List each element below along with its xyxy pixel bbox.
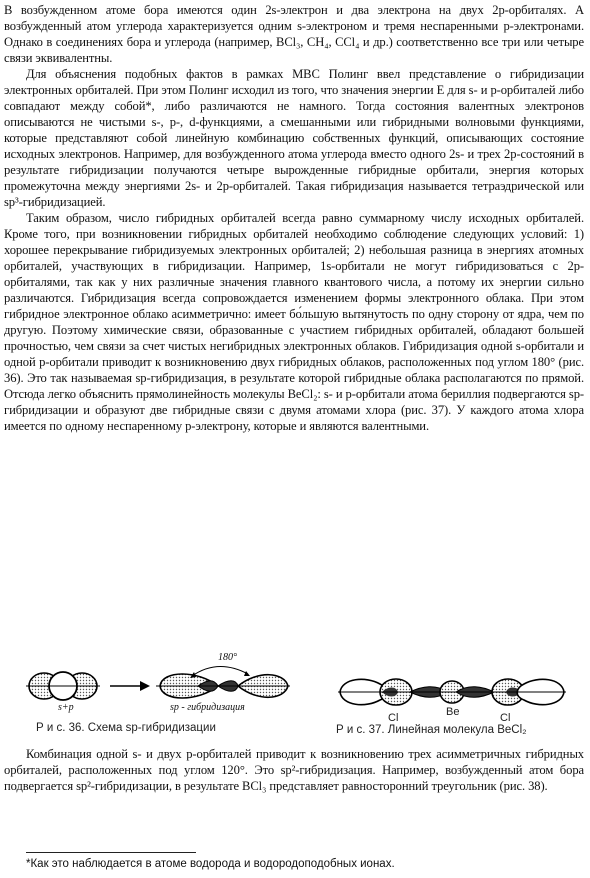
body-text-top (4, 2, 584, 434)
paragraph: Для объяснения подобных фактов в рамках МВС Полинг ввел представление о гибридизации электронных орбиталей. При этом Полинг исходил из того, что значения энергии E для s- и p-орбиталей либо совпадают между собой*, либо различаются не намного. Тогда состояния валентных электронов описываются не чистыми s-, p-, d-функциями, а смешанными или гибридными волновыми функциями, которые представляют собой линейную комбинацию собственных функций, описывающих состояние исходных электронов. Например, для возбужденного атома углерода вместо одного 2s- и трех 2p-состояний в результате гибридизации получаются четыре вырожденные гибридные орбитали, энергия которых промежуточна между энергиями 2s- и 2p-орбиталей. Такая гибридизация называется тетраэдрической или sp³-гибридизацией. (4, 67, 584, 209)
cl-left-atom-label: Cl (388, 712, 399, 724)
s-plus-p-orbitals (26, 672, 100, 700)
becl2-orbitals (338, 679, 566, 705)
arrow-icon (110, 681, 150, 691)
angle-180-label: 180° (218, 652, 237, 663)
body-text-bottom (4, 746, 584, 794)
sp-hybrid-orbitals (156, 666, 290, 698)
cl-right-atom-label: Cl (500, 712, 511, 724)
footnote: *Как это наблюдается в атоме водорода и водородоподобных ионах. (26, 858, 395, 870)
s-plus-p-label: s+p (58, 702, 74, 713)
paragraph: Комбинация одной s- и двух p-орбиталей приводит к возникновению трех асимметричных гибридных орбиталей, расположенных под углом 120°. Это sp²-гибридизация. Например, возбужденный атом бора подвергается sp²-гибридизации, в результате BCl₃ представляет равносторонний треугольник (рис. 38). (4, 747, 584, 793)
paragraph: В возбужденном атоме бора имеются один 2s-электрон и два электрона на двух 2p-орбиталях. А возбужденный атом углерода характеризуется одним s-электроном и тремя неспаренными p-электронами. Однако в соединениях бора и углерода (например, BCl₃, CH₄, CCl₄ и др.) соответственно все три или четыре связи эквивалентны. (4, 3, 584, 65)
figure-36-caption: Р и с. 36. Схема sp-гибридизации (36, 722, 216, 734)
be-atom-label: Be (446, 706, 460, 718)
paragraph: Таким образом, число гибридных орбиталей всегда равно суммарному числу исходных орбиталей. Кроме того, при возникновении гибридных орбиталей необходимо соблюдение следующих условий: 1) хорошее перекрывание гибридизуемых электронных орбиталей; 2) небольшая разница в энергиях атомных орбиталей, участвующих в гибридизации. Например, 1s-орбитали не могут гибридизоваться с 2p-орбиталями, так как у них различные значения главного квантового числа, а потому их энергии сильно различаются. Гибридизация всегда сопровождается изменением формы электронного облака. При этом гибридное электронное облако асимметрично: имеет бо́льшую вытянутость по одну сторону от ядра, чем по другую. Поэтому химические связи, образованные с участием гибридных орбиталей, обладают большей прочностью, чем связи за счет чистых негибридных электронных облаков. Гибридизация одной s-орбитали и одной p-орбитали приводит к возникновению двух гибридных облаков, расположенных под углом 180° (рис. 36). Это так называемая sp-гибридизация, в результате которой гибридные облака располагаются по прямой. Отсюда легко объяснить прямолинейность молекулы BeCl₂: s- и p-орбитали атома бериллия подвергаются sp-гибридизации и образуют две гибридные связи с двумя атомами хлора (рис. 37). У каждого атома хлора имеется по одному неспаренному p-электрону, которые и являются валентными. (4, 211, 584, 433)
sp-hybridization-label: sp - гибридизация (170, 702, 245, 713)
footnote-divider (26, 852, 196, 853)
figure-37-caption: Р и с. 37. Линейная молекула BeCl₂ (336, 724, 527, 736)
